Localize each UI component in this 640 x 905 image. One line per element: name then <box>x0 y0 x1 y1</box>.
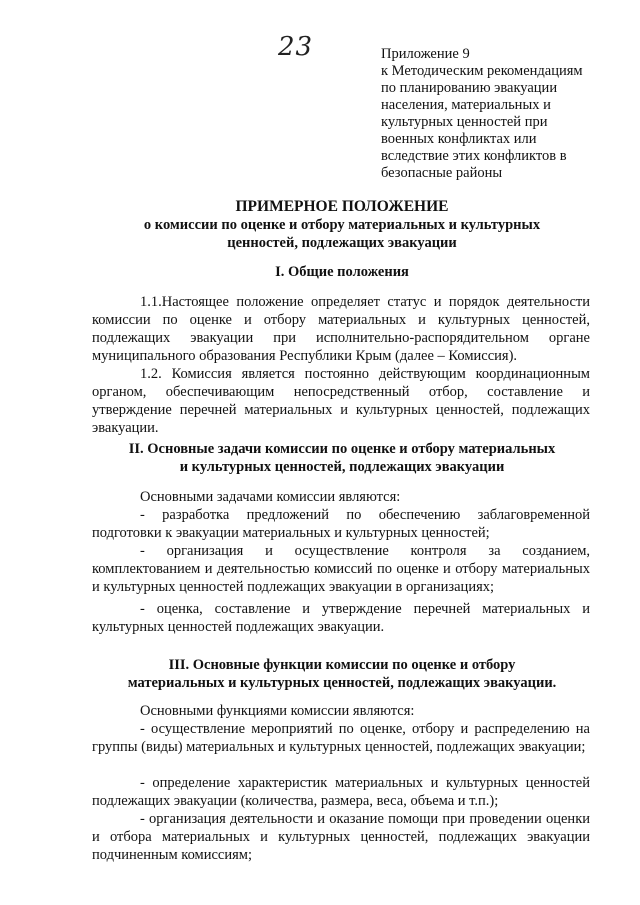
section-3-intro <box>92 702 590 720</box>
appendix-line: безопасные районы <box>381 165 503 181</box>
title-subtitle-line: ценностей, подлежащих эвакуации <box>227 235 457 251</box>
list-item-text: - организация и осуществление контроля за созданием, комплектованием и деятельностью комиссий по оценке и отбору материальных и культурных ценностей подлежащих эвакуации в организациях; <box>92 543 590 595</box>
section-2-item-1 <box>92 506 590 542</box>
section-2-item-3 <box>92 600 590 636</box>
section-1-paragraph-1 <box>92 293 590 365</box>
appendix-line: к Методическим рекомендациям <box>381 63 583 79</box>
list-item-text: - осуществление мероприятий по оценке, отбору и распределению на группы (виды) материальных и культурных ценностей, подлежащих эвакуации; <box>92 721 590 755</box>
heading-line: материальных и культурных ценностей, подлежащих эвакуации. <box>127 675 557 691</box>
appendix-line: населения, материальных и <box>381 97 551 113</box>
list-item-text: - организация деятельности и оказание помощи при проведении оценки и отбора материальных и культурных ценностей, подлежащих эвакуации подчиненным комиссиям; <box>92 811 590 863</box>
paragraph-text: 1.2. Комиссия является постоянно действующим координационным органом, обеспечивающим непосредственный отбор, составление и утверждение перечней материальных и культурных ценностей, подлежащих эвакуации. <box>92 366 590 436</box>
section-2-heading <box>92 440 592 476</box>
title-main: ПРИМЕРНОЕ ПОЛОЖЕНИЕ <box>235 198 449 215</box>
handwritten-page-number: 23 <box>278 32 314 62</box>
section-3-heading <box>92 656 592 692</box>
heading-line: III. Основные функции комиссии по оценке и отбору <box>168 657 516 673</box>
section-2-intro <box>92 488 590 506</box>
appendix-note <box>381 46 621 182</box>
section-3-item-1 <box>92 720 590 756</box>
title-subtitle-line: о комиссии по оценке и отбору материальных и культурных <box>143 217 541 233</box>
document-title <box>92 198 592 252</box>
paragraph-text: Основными задачами комиссии являются: <box>140 489 401 505</box>
appendix-line: военных конфликтах или <box>381 131 537 147</box>
paragraph-text: Основными функциями комиссии являются: <box>140 703 415 719</box>
appendix-line: культурных ценностей при <box>381 114 548 130</box>
appendix-line: по планированию эвакуации <box>381 80 558 96</box>
section-3-item-3 <box>92 810 590 864</box>
paragraph-text: 1.1.Настоящее положение определяет статус и порядок деятельности комиссии по оценке и отбору материальных и культурных ценностей, подлежащих эвакуации при исполнительно-распорядительном органе муниципального образования Республики Крым (далее – Комиссия). <box>92 294 590 364</box>
appendix-line: Приложение 9 <box>381 46 470 62</box>
heading-line: и культурных ценностей, подлежащих эвакуации <box>179 459 505 475</box>
heading-line: II. Основные задачи комиссии по оценке и отбору материальных <box>128 441 556 457</box>
section-1-heading: I. Общие положения <box>275 264 409 280</box>
appendix-line: вследствие этих конфликтов в <box>381 148 567 164</box>
list-item-text: - оценка, составление и утверждение перечней материальных и культурных ценностей подлежащих эвакуации. <box>92 601 590 635</box>
list-item-text: - разработка предложений по обеспечению заблаговременной подготовки к эвакуации материальных и культурных ценностей; <box>92 507 590 541</box>
section-3-item-2 <box>92 774 590 810</box>
section-2-item-2 <box>92 542 590 596</box>
list-item-text: - определение характеристик материальных и культурных ценностей подлежащих эвакуации (количества, размера, веса, объема и т.п.); <box>92 775 590 809</box>
section-1-paragraph-2 <box>92 365 590 437</box>
